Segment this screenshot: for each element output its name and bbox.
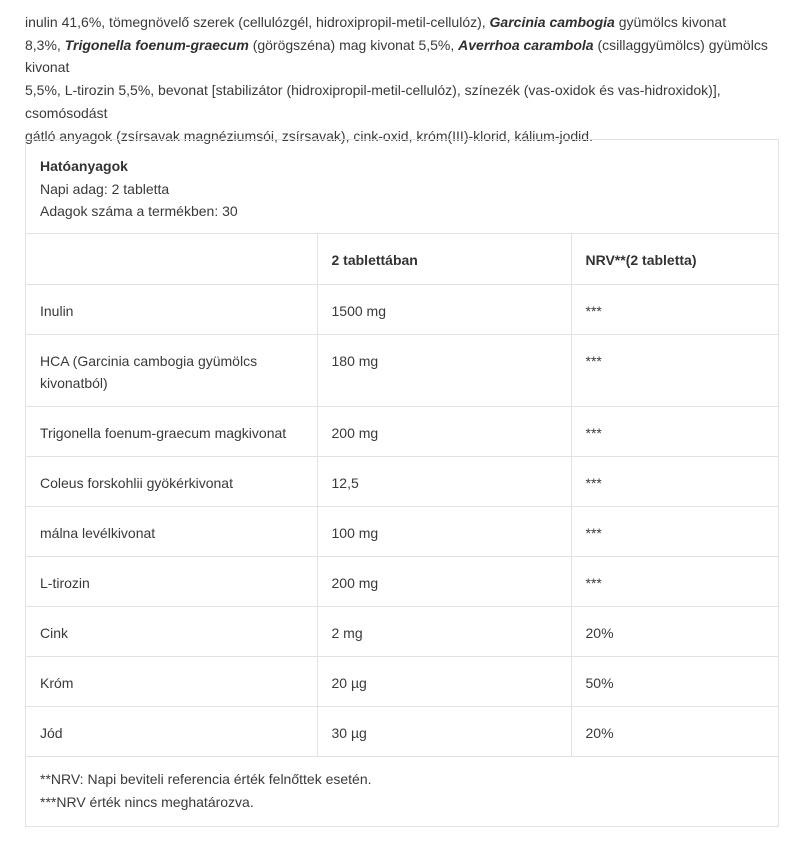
ingredient-name: Jód (26, 706, 317, 756)
ingredient-name: málna levélkivonat (26, 506, 317, 556)
ingredient-nrv: 20% (571, 606, 778, 656)
ingredient-name: Trigonella foenum-graecum magkivonat (26, 406, 317, 456)
ingredient-amount: 20 µg (317, 656, 571, 706)
ingredient-amount: 2 mg (317, 606, 571, 656)
servings-count: Adagok száma a termékben: 30 (40, 203, 238, 219)
ingredient-nrv: *** (571, 334, 778, 406)
ingredient-amount: 200 mg (317, 556, 571, 606)
footnotes (40, 768, 372, 813)
column-header-nrv: NRV**(2 tabletta) (571, 234, 778, 284)
table-row (26, 556, 778, 606)
panel-header (26, 140, 778, 234)
ingredient-amount: 1500 mg (317, 284, 571, 334)
ingredient-nrv: *** (571, 456, 778, 506)
ingredients-text-part: gyümölcs kivonat (614, 14, 727, 30)
ingredient-nrv: *** (571, 284, 778, 334)
footnote-nrv-definition: **NRV: Napi beviteli referencia érték felnőttek esetén. (40, 771, 372, 787)
ingredient-amount: 30 µg (317, 706, 571, 756)
species-name: Averrhoa carambola (458, 36, 594, 53)
ingredient-name: Inulin (26, 284, 317, 334)
table-header-row (26, 234, 778, 284)
species-name: Garcinia cambogia (489, 14, 615, 30)
table-row (26, 706, 778, 756)
ingredient-nrv: *** (571, 506, 778, 556)
ingredients-text-part: inulin 41,6%, tömegnövelő szerek (cellulózgél, hidroxipropil-metil-cellulóz), (25, 14, 490, 30)
table-row (26, 334, 778, 406)
ingredient-nrv: 50% (571, 656, 778, 706)
table-row (26, 506, 778, 556)
table-row (26, 606, 778, 656)
ingredient-amount: 100 mg (317, 506, 571, 556)
table-row (26, 456, 778, 506)
daily-dose: Napi adag: 2 tabletta (40, 180, 170, 197)
ingredients-text-part: 8,3%, (25, 36, 65, 53)
ingredients-table (26, 234, 778, 757)
species-name: Trigonella foenum-graecum (64, 36, 249, 53)
table-row (26, 406, 778, 456)
ingredient-nrv: *** (571, 556, 778, 606)
footnote-nrv-undefined: ***NRV érték nincs meghatározva. (40, 793, 254, 810)
table-row (26, 284, 778, 334)
ingredients-text (25, 11, 785, 147)
panel-title: Hatóanyagok (40, 158, 128, 174)
ingredient-name: Króm (26, 656, 317, 706)
ingredient-nrv: *** (571, 406, 778, 456)
table-row (26, 656, 778, 706)
ingredient-amount: 12,5 (317, 456, 571, 506)
ingredient-name: Cink (26, 606, 317, 656)
ingredient-amount: 180 mg (317, 334, 571, 406)
column-header-amount: 2 tablettában (317, 234, 571, 284)
active-ingredients-panel (25, 139, 779, 827)
ingredient-nrv: 20% (571, 706, 778, 756)
ingredients-text-part: gátló anyagok (zsírsavak magnéziumsói, zsírsavak), cink-oxid, króm(III)-klorid, kálium-jodid. (25, 127, 593, 144)
ingredients-text-part: (görögszéna) mag kivonat 5,5%, (248, 36, 459, 53)
ingredients-text-part: 5,5%, L-tirozin 5,5%, bevonat [stabilizátor (hidroxipropil-metil-cellulóz), színezék (vas-oxidok és vas-hidroxidok)], csomósodást (25, 82, 721, 121)
ingredient-name: HCA (Garcinia cambogia gyümölcs kivonatból) (26, 334, 317, 406)
ingredient-name: Coleus forskohlii gyökérkivonat (26, 456, 317, 506)
ingredients-text-part: (csillaggyümölcs) gyümölcs kivonat (25, 36, 768, 76)
column-header-ingredient (26, 234, 317, 284)
ingredient-name: L-tirozin (26, 556, 317, 606)
ingredient-amount: 200 mg (317, 406, 571, 456)
